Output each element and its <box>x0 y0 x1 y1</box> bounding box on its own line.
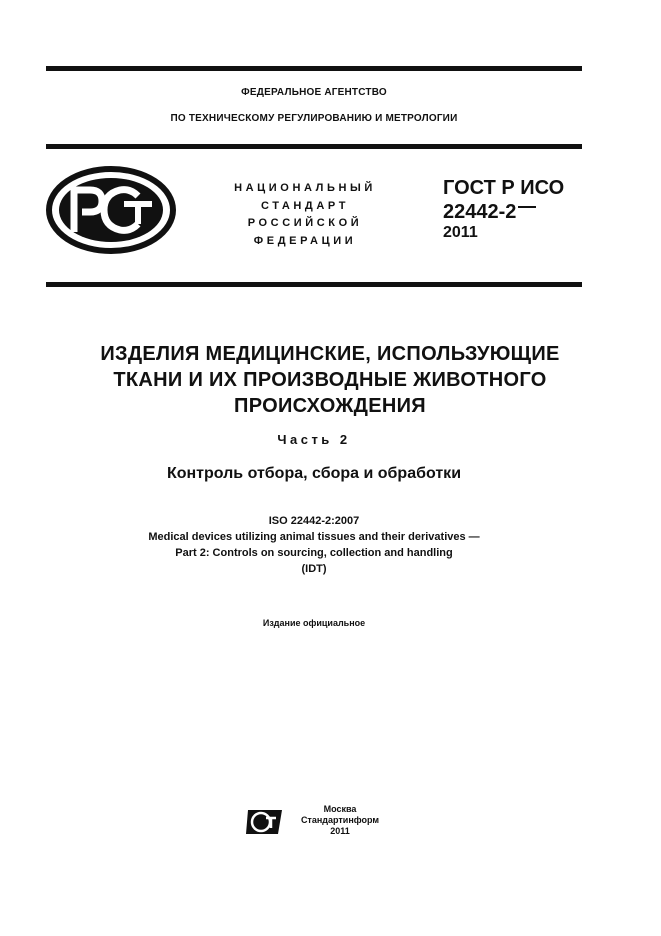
national-line-2: СТАНДАРТ <box>260 199 350 212</box>
top-rule <box>46 66 582 71</box>
national-line-3: РОССИЙСКОЙ <box>247 217 363 229</box>
national-standard-caption <box>212 180 398 250</box>
designation-year: 2011 <box>443 224 478 241</box>
national-line-1: НАЦИОНАЛЬНЫЙ <box>234 182 376 194</box>
standard-designation <box>443 176 564 242</box>
designation-dash <box>518 206 536 208</box>
iso-line-1: ISO 22442-2:2007 <box>268 515 360 527</box>
standartinform-logo-icon <box>244 808 284 836</box>
iso-line-4: (IDT) <box>301 563 327 575</box>
title-line-1: ИЗДЕЛИЯ МЕДИЦИНСКИЕ, ИСПОЛЬЗУЮЩИЕ <box>100 343 560 365</box>
middle-rule <box>46 144 582 149</box>
publisher-city: Москва <box>323 804 357 814</box>
iso-line-2: Medical devices utilizing animal tissues and their derivatives — <box>148 531 480 543</box>
iso-reference <box>46 513 582 577</box>
title-line-3: ПРОИСХОЖДЕНИЯ <box>234 395 426 417</box>
publisher-imprint <box>300 804 380 837</box>
document-title <box>40 341 620 419</box>
designation-number: 22442-2 <box>443 201 517 223</box>
part-subtitle: Контроль отбора, сбора и обработки <box>166 465 462 482</box>
part-label: Часть 2 <box>277 432 351 447</box>
agency-line-1: ФЕДЕРАЛЬНОЕ АГЕНТСТВО <box>241 87 387 98</box>
publisher-year: 2011 <box>330 826 350 836</box>
edition-label: Издание официальное <box>262 618 366 628</box>
national-line-4: ФЕДЕРАЦИИ <box>253 234 357 247</box>
agency-line-2: ПО ТЕХНИЧЕСКОМУ РЕГУЛИРОВАНИЮ И МЕТРОЛОГИИ <box>170 113 458 124</box>
designation-title: ГОСТ Р ИСО <box>443 177 565 199</box>
iso-line-3: Part 2: Controls on sourcing, collection and handling <box>175 547 453 559</box>
designation-number-row <box>443 200 564 224</box>
title-line-2: ТКАНИ И ИХ ПРОИЗВОДНЫЕ ЖИВОТНОГО <box>113 369 547 391</box>
rst-logo-icon <box>46 166 176 254</box>
bottom-rule <box>46 282 582 287</box>
publisher-name: Стандартинформ <box>300 815 380 825</box>
